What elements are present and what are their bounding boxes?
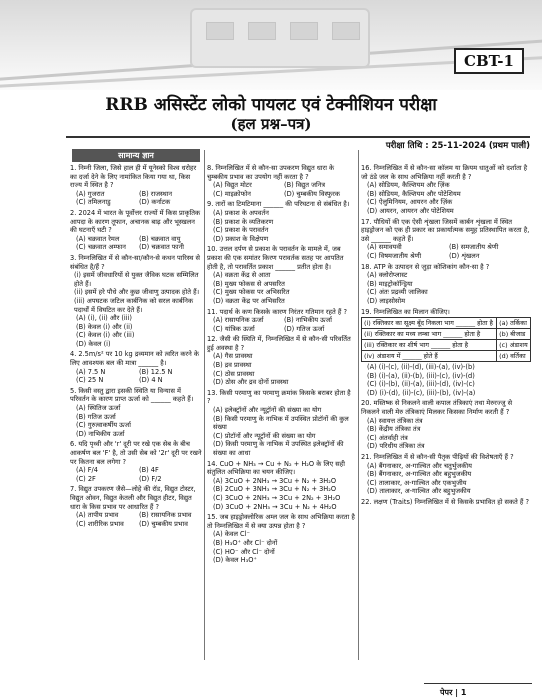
question-block: [70, 164, 202, 207]
option-item: (A) क्लोरोप्लास्ट: [367, 271, 408, 280]
option-item: (A) गुजरात: [76, 189, 105, 198]
question-text: 8. निम्नलिखित में से कौन-सा उपकरण विद्युत धारा के चुम्बकीय प्रभाव का उपयोग नहीं करता है ?: [207, 164, 335, 181]
option-list: [70, 368, 202, 385]
option-item: (A) स्थितिज ऊर्जा: [76, 404, 121, 413]
option-item: (A) प्रकाश के अपवर्तन: [213, 208, 269, 217]
question-block: [207, 200, 355, 243]
question-block: [207, 335, 355, 387]
question-text: 15. जब हाइड्रोक्लोरिक अम्ल जल के साथ अभिक्रिया करता है तो निम्नलिखित में से क्या उत्पन्न होता है ?: [207, 513, 355, 530]
question-text: 2. 2024 में भारत के पूर्वोत्तर राज्यों में किस प्राकृतिक आपदा के कारण तूफान, अचानक बाढ़ और भूस्खलन की घटनाएँ घटी ?: [70, 208, 201, 235]
match-row: [362, 340, 531, 351]
option-item: (C) मुख्य फोकस पर अभिसरित: [213, 288, 290, 297]
cbt-badge: CBT-1: [454, 48, 524, 74]
option-item: (D) (i)-(d), (ii)-(c), (iii)-(b), (iv)-(a): [367, 388, 476, 397]
match-cell: (c) अंडाशय: [497, 340, 531, 351]
question-block: [207, 245, 355, 305]
match-cell: (b) बीजाड: [497, 329, 531, 340]
question-text: 10. उत्तल दर्पण से प्रकाश के परावर्तन के मामले में, जब प्रकाश की एक समांतर किरण परावर्तक सतह पर आपतित होती है, तो परावर्तित प्रकाश ______ प्रतीत होता है।: [207, 245, 344, 271]
question-text: 9. तारों का टिमटिमाना ______ की परिघटना से संबंधित है।: [207, 200, 350, 209]
question-block: [207, 164, 355, 198]
question-block: [361, 498, 531, 507]
option-item: (C) 2F: [76, 474, 96, 483]
question-block: [70, 209, 202, 252]
option-item: (C) HO⁻ और Cl⁻ दोनों: [213, 547, 275, 556]
statement-item: (i) इसमें जीवधारियों से युक्त जैविक घटक सम्मिलित होते हैं।: [74, 271, 199, 288]
option-item: (D) तालाकार, अ-गाल्वित और बहुभुजकीय: [367, 487, 471, 496]
option-item: (B) किसी परमाणु के नाभिक में उपस्थित प्रोटॉनों की कुल संख्या: [213, 414, 349, 432]
header-banner: [0, 0, 542, 90]
option-item: (C) शारीरिक प्रभाव: [76, 519, 124, 528]
option-item: (A) तापीय प्रभाव: [76, 511, 119, 520]
option-item: (D) कर्नाटक: [139, 198, 171, 207]
option-item: (D) शृंखलन: [449, 251, 480, 260]
question-text: 5. किसी वस्तु द्वारा इसकी स्थिति या विन्यास में परिवर्तन के कारण प्राप्त ऊर्जा को ______ कहते हैं।: [70, 386, 194, 404]
option-item: (A) रासायनिक ऊर्जा: [213, 316, 264, 325]
option-item: (A) F/4: [76, 466, 98, 475]
option-item: (A) स्वायत्त तंत्रिका तंत्र: [367, 416, 423, 425]
question-text: 19. निम्नलिखित का मिलान कीजिए।: [361, 307, 450, 316]
question-column-3: [361, 164, 531, 509]
option-item: (D) वक्रता केंद्र पर अभिसरित: [213, 296, 285, 305]
option-item: (B) चक्रवात वायु: [139, 234, 181, 243]
option-item: (B) 2CuO + 3NH₃ → 3Cu + N₂ + 3H₂O: [213, 485, 337, 494]
page-subtitle: (हल प्रश्न–पत्र): [230, 115, 312, 133]
question-text: 7. विद्युत उपकरण जैसे—लोहे की रॉड, विद्युत टोस्टर, विद्युत ओवन, विद्युत केतली और विद्युत हीटर, विद्युत धारा के किस प्रभाव पर आधारित हैं ?: [70, 485, 196, 511]
match-cell: (a) तर्किका: [497, 318, 531, 329]
option-item: (C) ठोस प्रावस्था: [213, 369, 255, 378]
option-list: [361, 181, 531, 215]
question-block: [207, 308, 355, 334]
option-item: (B) केंद्रीय तंत्रिका तंत्र: [367, 425, 421, 434]
question-block: [70, 485, 202, 528]
option-item: (B) राजस्थान: [139, 189, 173, 198]
option-list: [70, 235, 202, 252]
option-list: [207, 271, 355, 305]
option-item: (A) बैंगनाकार, अ-गाल्वित और चतुर्भुजकीय: [367, 461, 472, 470]
option-item: (B) द्रव प्रावस्था: [213, 361, 252, 370]
question-column-2: [207, 164, 355, 567]
option-list: [207, 209, 355, 243]
option-item: (D) चुम्बकीय प्रभाव: [139, 519, 188, 528]
option-item: (D) केवल (i): [76, 339, 111, 348]
option-item: (C) अंतः प्रद्रव्यी जालिका: [367, 288, 428, 297]
match-cell: (ii) रक्तिकार का मध्य लम्बा भाग ______ होता है: [362, 329, 497, 340]
option-item: (C) तमिलनाडु: [76, 198, 111, 207]
match-cell: (d) वर्तिका: [497, 351, 531, 362]
question-text: 20. मस्तिष्क से निकलने वाली कपाल तंत्रिकाएं तथा मेरुरज्जु से निकलने वाली मेरु तंत्रिकाएं मिलकर किसका निर्माण करती हैं ?: [361, 399, 513, 417]
statement-item: (iii) अपघटक जटिल कार्बनिक को सरल कार्बनिक पदार्थों में विघटित कर देते हैं।: [74, 296, 194, 314]
option-item: (D) आयरन, आयरन और पोटेशियम: [367, 206, 454, 215]
question-column-1: [70, 164, 202, 530]
option-item: (A) (i)-(c), (ii)-(d), (iii)-(a), (iv)-(b): [367, 363, 475, 372]
option-item: (A) केवल Cl⁻: [213, 530, 250, 539]
match-row: [362, 329, 531, 340]
option-list: [361, 271, 531, 305]
option-item: (B) गतिज ऊर्जा: [76, 412, 116, 421]
option-list: [361, 363, 531, 397]
question-block: [207, 460, 355, 512]
question-block: [361, 399, 531, 451]
option-item: (C) विषमजातीय श्रेणी: [367, 251, 422, 260]
option-item: (A) इलेक्ट्रॉनों और न्यूट्रॉनों की संख्या का योग: [213, 406, 322, 415]
question-text: 1. निम्नी जिला, जिसे हाल ही में यूनेस्को विश्व धरोहर का दर्जा देने के लिए नामांकित किया गया था, किस राज्य में स्थित है ?: [70, 164, 197, 190]
option-item: (B) 4F: [139, 466, 159, 475]
option-item: (B) मुख्य फोकस से अपसरित: [213, 279, 285, 288]
column-divider: [358, 150, 359, 660]
option-list: [207, 477, 355, 511]
option-item: (C) (i)-(b), (ii)-(a), (iii)-(d), (iv)-(c): [367, 380, 475, 389]
option-item: (B) रासायनिक प्रभाव: [139, 511, 192, 520]
option-item: (B) माइट्रोकॉन्ड्रिया: [367, 279, 413, 288]
option-item: (C) 25 N: [76, 376, 104, 385]
option-item: (D) परिधीय तंत्रिका तंत्र: [367, 442, 425, 451]
locomotive-illustration: [190, 8, 370, 68]
question-text: 11. पदार्थ के कण किसके कारण निरंतर गतिमान रहते हैं ?: [207, 307, 348, 316]
option-item: (D) केवल H₃O⁺: [213, 556, 257, 565]
question-text: 14. CuO + NH₃ → Cu + N₂ + H₂O के लिए सही संतुलित अभिक्रिया का चयन कीजिए।: [207, 459, 345, 477]
option-item: (B) 12.5 N: [139, 367, 173, 376]
option-item: (C) चक्रवात अम्फान: [76, 243, 126, 252]
match-cell: (iii) रक्तिकार का शीर्ष भाग ______ होता है: [362, 340, 497, 351]
option-item: (B) समजातीय श्रेणी: [449, 243, 499, 252]
question-block: [70, 387, 202, 439]
option-item: (C) तालाकार, अ-गाल्वित और एकभुजीय: [367, 478, 467, 487]
option-list: [207, 406, 355, 458]
option-list: [207, 352, 355, 386]
option-item: (A) समावयवी: [367, 243, 402, 252]
question-block: [207, 513, 355, 565]
page-number: पेपर | 1: [440, 688, 467, 697]
question-block: [361, 308, 531, 398]
match-row: [362, 318, 531, 329]
option-item: (D) लाइसोसोम: [367, 296, 406, 305]
footer-line: [424, 683, 532, 684]
option-list: [361, 462, 531, 496]
option-item: (C) अंतर्वाही तंत्र: [367, 433, 408, 442]
section-label: सामान्य ज्ञान: [72, 149, 200, 162]
question-text: 16. निम्नलिखित में से कौन-सा कॉलम या क्रियम धातुओं को दर्शाता है जो ठंडे जल के साथ अभिक्रिया नहीं करती है ?: [361, 164, 528, 181]
option-list: [70, 190, 202, 207]
option-list: [207, 530, 355, 564]
option-item: (D) चुम्बकीय विस्फुरक: [284, 189, 340, 198]
option-item: (D) नाभिकीय ऊर्जा: [76, 429, 125, 438]
option-item: (C) प्रकाश के परावर्तन: [213, 226, 269, 235]
option-item: (B) नाभिकीय ऊर्जा: [284, 316, 332, 325]
option-list: [361, 417, 531, 451]
match-cell: (iv) अंडाशय में ______ होते हैं: [362, 351, 497, 362]
option-item: (A) 7.5 N: [76, 367, 106, 376]
option-list: [207, 316, 355, 333]
option-item: (C) केवल (i) और (iii): [76, 331, 135, 340]
option-item: (D) प्रकाश के विक्षेपण: [213, 234, 269, 243]
match-row: [362, 351, 531, 362]
option-item: (B) H₃O⁺ और Cl⁻ दोनों: [213, 538, 278, 547]
option-item: (C) यांत्रिक ऊर्जा: [213, 324, 255, 333]
option-item: (D) गतिज ऊर्जा: [284, 324, 325, 333]
option-list: [70, 466, 202, 483]
option-item: (D) 3CuO + 2NH₃ → 3Cu + N₂ + 4H₂O: [213, 502, 337, 511]
option-item: (D) चक्रवात फानी: [139, 243, 184, 252]
option-item: (B) विद्युत जनित्र: [284, 181, 326, 190]
question-block: [70, 254, 202, 349]
option-item: (A) 3CuO + 2NH₃ → 3Cu + N₂ + 3H₂O: [213, 476, 337, 485]
option-item: (A) वक्रता केंद्र से आता: [213, 271, 271, 280]
statement-list: [70, 271, 202, 314]
option-item: (A) (i), (ii) और (iii): [76, 314, 133, 323]
option-item: (A) सोडियम, कैल्शियम और ज़िंक: [367, 181, 450, 190]
question-block: [207, 389, 355, 458]
question-block: [361, 164, 531, 216]
option-item: (D) किसी परमाणु के नाभिक में उपस्थित इलेक्ट्रॉनों की संख्या का आधा: [213, 440, 344, 457]
option-item: (D) ठोस और द्रव दोनों प्रावस्था: [213, 378, 289, 387]
match-cell: (i) रक्तिकार का सूक्ष्म बूँद निकला भाग ______ होता है: [362, 318, 497, 329]
question-text: 18. ATP के उत्पादन से जुड़ा कोशिकांग कौन-सा है ?: [361, 262, 490, 271]
question-text: 13. किसी परमाणु का परमाणु क्रमांक किसके बराबर होता है ?: [207, 388, 351, 406]
option-item: (B) प्रकाश के व्यतिकरण: [213, 217, 274, 226]
question-text: 12. जैसी की स्थिति में, निम्नलिखित में से कौन-सी परिवर्तित हुई अवस्था है ?: [207, 335, 351, 352]
option-list: [361, 243, 531, 260]
option-item: (C) माइक्रोफोन: [213, 189, 251, 198]
question-text: 6. यदि पृथ्वी और 'r' दूरी पर रखे एक सेब के बीच आकर्षण बल 'F' है, तो उसी सेब को '2r' दूरी पर रखने पर कितना बल लगेगा ?: [70, 440, 202, 466]
question-text: 4. 2.5m/s² पर 10 kg द्रव्यमान को त्वरित करने के लिए आवश्यक बल की मात्रा ______ है।: [70, 350, 199, 368]
option-item: (A) चक्रवात रेमल: [76, 234, 120, 243]
option-item: (C) प्रोटॉनों और न्यूट्रॉनों की संख्या का योग: [213, 431, 316, 440]
exam-date: परीक्षा तिथि : 25-11-2024 (प्रथम पाली): [66, 136, 530, 151]
option-item: (D) 4 N: [139, 376, 163, 385]
question-block: [70, 440, 202, 483]
question-text: 17. पौधियों की एक ऐसी शृंखला जिसमें कार्बन शृंखला में स्थित हाइड्रोजन को एक ही प्रकार का प्रकार्यात्मक समूह प्रतिस्थापित करता है, उसे ______ कहते हैं।: [361, 217, 530, 243]
option-list: [70, 314, 202, 348]
question-text: 21. निम्नलिखित में से कौन-सी पैतृक पीढ़ियों की विशेषताएँ हैं ?: [361, 453, 514, 462]
match-table: [361, 317, 531, 362]
option-item: (B) बैंगनाकार, अ-गाल्वित और बहुभुजकीय: [367, 470, 472, 479]
option-list: [70, 511, 202, 528]
option-item: (A) विद्युत मोटर: [213, 181, 252, 190]
option-list: [70, 404, 202, 438]
option-item: (B) सोडियम, कैल्शियम और पोटेशियम: [367, 189, 461, 198]
question-text: 22. लक्षण (Traits) निम्नलिखित में से किसके प्रभावित हो सकते हैं ?: [361, 498, 530, 506]
option-item: (B) केवल (i) और (ii): [76, 322, 133, 331]
option-item: (C) ऐलुमिनियम, आयरन और ज़िंक: [367, 198, 453, 207]
option-item: (C) 3CuO + 2NH₃ → 3Cu + 2N₂ + 3H₂O: [213, 493, 341, 502]
option-list: [207, 181, 355, 198]
question-block: [361, 453, 531, 496]
question-block: [361, 218, 531, 261]
question-block: [70, 350, 202, 384]
option-item: (D) F/2: [139, 474, 162, 483]
option-item: (C) गुरुत्वाकर्षीय ऊर्जा: [76, 421, 131, 430]
question-block: [361, 263, 531, 306]
option-item: (B) (i)-(a), (ii)-(b), (iii)-(c), (iv)-(d): [367, 371, 475, 380]
statement-item: (ii) इसमें हरे पौधे और कुछ जीवाणु उत्पादक होते हैं।: [74, 288, 200, 297]
page-title: RRB असिस्टेंट लोको पायलट एवं टेक्नीशियन परीक्षा: [105, 95, 437, 115]
column-divider: [204, 150, 205, 660]
option-item: (A) गैस प्रावस्था: [213, 352, 253, 361]
question-text: 3. निम्नलिखित में से कौन-सा/कौन-से कथन पारिस्थ से संबंधित है/हैं ?: [70, 253, 201, 271]
